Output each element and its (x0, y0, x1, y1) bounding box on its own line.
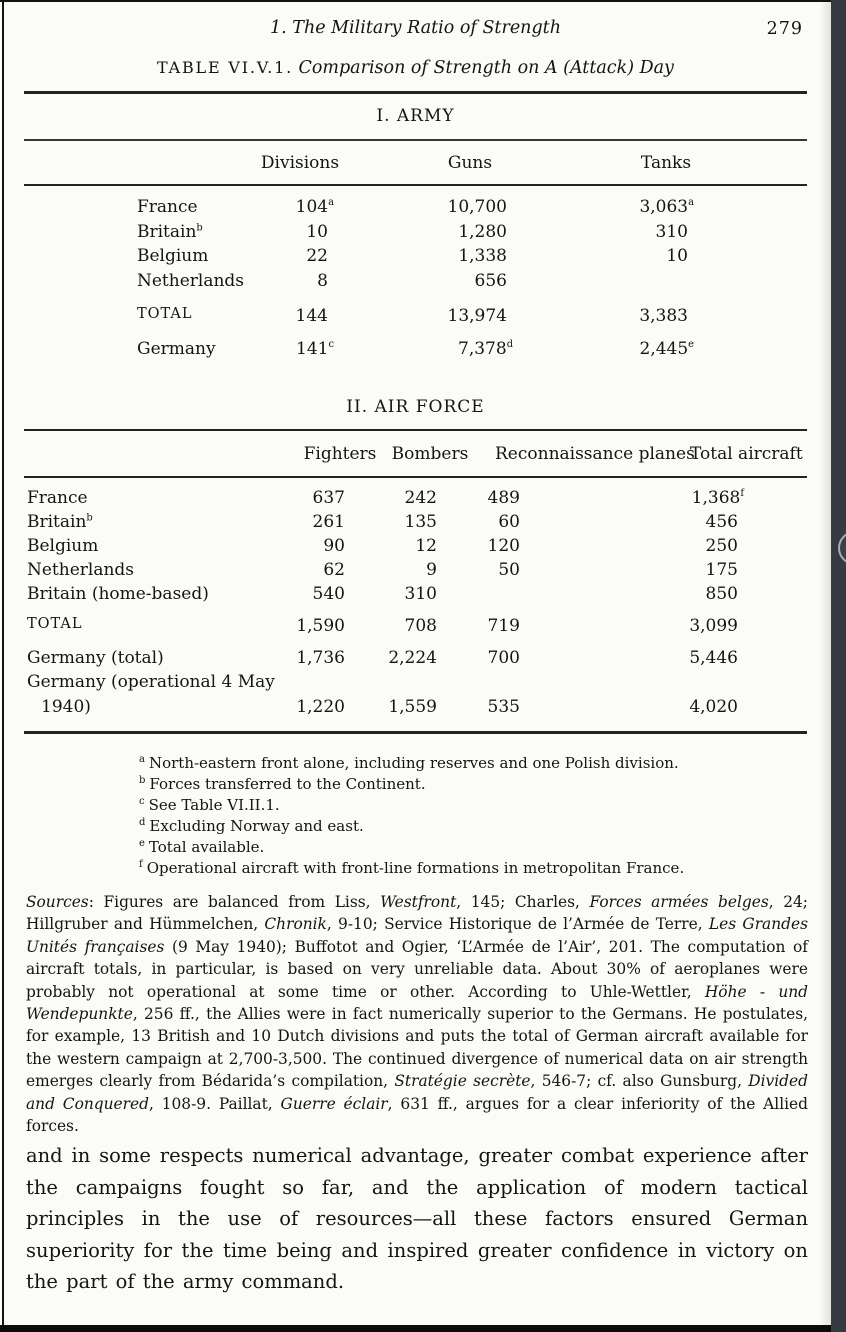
cell-recon: 60 (498, 512, 520, 532)
cell-bombers: 1,559 (388, 697, 437, 717)
row-label: 1940) (41, 697, 91, 717)
row-label: Britain (home-based) (27, 584, 209, 604)
cell-guns: 656 (474, 271, 507, 291)
army-rule-below-header (24, 184, 807, 186)
table-caption (24, 58, 807, 78)
army-rule-above-header (24, 139, 807, 141)
table-row (0, 222, 831, 246)
cell-total: 5,446 (689, 648, 738, 668)
row-label: Netherlands (27, 560, 135, 580)
footnote (139, 837, 799, 858)
cell-recon: 120 (487, 536, 520, 556)
row-label: France (137, 197, 198, 217)
footnote (139, 816, 799, 837)
footnote (139, 774, 799, 795)
cell-total: 175 (705, 560, 738, 580)
footnote (139, 753, 799, 774)
cell-fighters: 90 (323, 536, 345, 556)
cell-guns: 10,700 (447, 197, 507, 217)
army-section-title: I. ARMY (376, 106, 455, 126)
row-label: TOTAL (27, 616, 83, 632)
air-force-column-headers (0, 444, 831, 468)
page-bottom-edge-bar (0, 1325, 831, 1332)
cell-total: 456 (705, 512, 738, 532)
table-row (0, 648, 831, 672)
cell-fighters: 261 (312, 512, 345, 532)
row-label: Netherlands (137, 271, 245, 291)
row-label: France (27, 488, 88, 508)
cell-recon: 535 (487, 697, 520, 717)
table-caption-title: Comparison of Strength on A (Attack) Day (298, 58, 674, 78)
footnote-text: See Table VI.II.1. (148, 796, 280, 814)
running-header: 1. The Military Ratio of Strength (270, 18, 561, 38)
table-row (0, 512, 831, 536)
cell-total: 3,099 (689, 616, 738, 636)
table-rule-top (24, 91, 807, 94)
cell-guns: 13,974 (447, 306, 507, 326)
footnote-marker: c (139, 796, 145, 807)
table-row (0, 246, 831, 270)
body-paragraph: and in some respects numerical advantage, greater combat experience after the campaigns fought so far, and the application of modern tactical principles in the use of resources—all these factors ensured German superiority for the time being and inspired greater confidence in victory on the part of the army command. (26, 1144, 808, 1293)
footnote-text: Excluding Norway and east. (149, 817, 364, 835)
air-force-section-title: II. AIR FORCE (346, 397, 485, 417)
table-row (0, 488, 831, 512)
cell-fighters: 540 (312, 584, 345, 604)
army-col-divisions: Divisions (260, 153, 340, 173)
cell-tanks: 2,445e (639, 339, 694, 359)
footnote-marker: a (139, 754, 145, 765)
cell-recon: 50 (498, 560, 520, 580)
table-row (0, 584, 831, 608)
viewer-background-strip (831, 0, 846, 1332)
row-label: Germany (total) (27, 648, 164, 668)
cell-recon: 700 (487, 648, 520, 668)
cell-tanks: 3,063$^a$ (639, 197, 694, 217)
cell-divisions: 104$^a$ (295, 197, 334, 217)
row-label: Britain$^b$ (137, 222, 203, 242)
cell-total: 1,368$^f$ (691, 488, 744, 508)
table-row (0, 672, 831, 696)
footnote-list (139, 753, 799, 879)
table-caption-label: TABLE VI.V.1. (157, 58, 294, 77)
footnote-text: Operational aircraft with front-line formations in metropolitan France. (146, 859, 685, 877)
army-col-tanks: Tanks (640, 153, 692, 173)
footnote-marker: d (139, 817, 146, 828)
row-label: Belgium (27, 536, 99, 556)
row-label: Britain$^b$ (27, 512, 93, 532)
af-col-total-aircraft: Total aircraft (690, 444, 803, 464)
af-col-bombers: Bombers (391, 444, 469, 464)
table-row (0, 197, 831, 221)
table-row (0, 560, 831, 584)
cell-bombers: 242 (404, 488, 437, 508)
cell-guns: 1,338 (458, 246, 507, 266)
cell-guns: 1,280 (458, 222, 507, 242)
footnote-marker: b (139, 775, 146, 786)
footnote-text: Forces transferred to the Continent. (149, 775, 426, 793)
cell-divisions: 8 (317, 271, 328, 291)
row-label: Germany (operational 4 May (27, 672, 275, 692)
cell-recon: 719 (487, 616, 520, 636)
sources-paragraph: Sources: Figures are balanced from Liss, Westfront, 145; Charles, Forces armées belges, 24; Hillgruber and Hümmelchen, Chronik, 9-10; Service Historique de l’Armée de Terre, Les Grandes Unités françaises (9 May 1940); Buffotot and Ogier, ‘L’Armée de l’Air’, 201. The computation of aircraft totals, in particular, is based on very unreliable data. About 30% of aeroplanes were probably not operational at some time or other. According to Uhle-Wettler, Höhe - und Wendepunkte, 256 ff., the Allies were in fact numerically superior to the Germans. He postulates, for example, 13 British and 10 Dutch divisions and puts the total of German aircraft available for the western campaign at 2,700-3,500. The continued divergence of numerical data on air strength emerges clearly from Bédarida’s compilation, Stratégie secrète, 546-7; cf. also Gunsburg, Divided and Conquered, 108-9. Paillat, Guerre éclair, 631 ff., argues for a clear inferiority of the Allied forces. (26, 893, 808, 1136)
footnote (139, 795, 799, 816)
cell-bombers: 310 (404, 584, 437, 604)
cell-fighters: 1,590 (296, 616, 345, 636)
cell-bombers: 2,224 (388, 648, 437, 668)
cell-bombers: 12 (415, 536, 437, 556)
cell-tanks: 3,383 (639, 306, 688, 326)
cell-total: 850 (705, 584, 738, 604)
air-force-rule-below-header (24, 476, 807, 478)
cell-guns: 7,378$^d$ (458, 339, 513, 359)
table-row (0, 536, 831, 560)
cell-bombers: 708 (404, 616, 437, 636)
footnote-text: North-eastern front alone, including reserves and one Polish division. (148, 754, 679, 772)
table-row (0, 339, 831, 363)
cell-fighters: 1,736 (296, 648, 345, 668)
table-row (0, 271, 831, 295)
page-top-edge-line (0, 0, 831, 2)
af-col-fighters: Fighters (303, 444, 377, 464)
cell-bombers: 9 (426, 560, 437, 580)
air-force-rule-above-header (24, 429, 807, 431)
cell-divisions: 10 (306, 222, 328, 242)
table-row-total (0, 306, 831, 330)
footnote-marker: e (139, 838, 145, 849)
row-label: Germany (137, 339, 216, 359)
row-label: TOTAL (137, 306, 193, 322)
cell-bombers: 135 (404, 512, 437, 532)
table-rule-bottom (24, 731, 807, 734)
army-column-headers (0, 153, 831, 177)
cell-divisions: 22 (306, 246, 328, 266)
page-number: 279 (766, 19, 803, 39)
cell-divisions: 144 (295, 306, 328, 326)
cell-fighters: 1,220 (296, 697, 345, 717)
table-row (0, 697, 831, 721)
af-col-reconnaissance-planes: Reconnaissance planes (495, 444, 695, 464)
footnote-marker: f (139, 859, 143, 870)
cell-recon: 489 (487, 488, 520, 508)
cell-fighters: 637 (312, 488, 345, 508)
cell-tanks: 310 (655, 222, 688, 242)
row-label: Belgium (137, 246, 209, 266)
cell-fighters: 62 (323, 560, 345, 580)
table-row-total (0, 616, 831, 640)
footnote-text: Total available. (148, 838, 265, 856)
army-col-guns: Guns (447, 153, 493, 173)
cell-total: 4,020 (689, 697, 738, 717)
cell-total: 250 (705, 536, 738, 556)
cell-divisions: 141$^c$ (296, 339, 334, 359)
cell-tanks: 10 (666, 246, 688, 266)
footnote (139, 858, 799, 879)
